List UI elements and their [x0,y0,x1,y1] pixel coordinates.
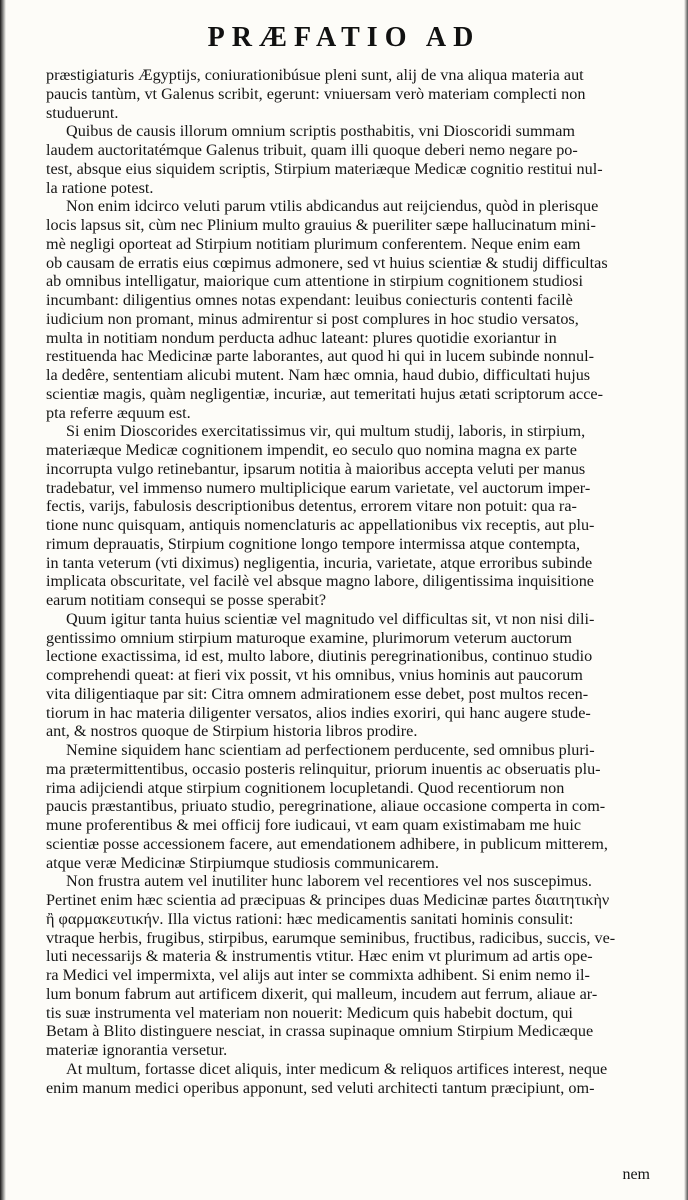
text-line: At multum, fortasse dicet aliquis, inter medicum & reliquos artifices interest, neque [66,1059,608,1078]
text-line: Si enim Dioscorides exercitatissimus vir, qui multum studij, laboris, in stirpium, [66,422,586,441]
text-line: Non enim idcirco veluti parum vtilis abdicandus aut reijciendus, quòd in plerisque [66,197,599,216]
text-line: Quibus de causis illorum omnium scriptis posthabitis, vni Dioscoridi summam [66,122,575,141]
text-line: Pertinet enim hæc scientia ad præcipuas & principes duas Medicinæ partes διαιτητικὴν [46,891,610,909]
text-line: incorrupta vulgo retinebantur, ipsarum notitia à maioribus accepta veluti per manus [46,459,586,478]
text-line: Nemine siquidem hanc scientiam ad perfectionem perducente, sed omnibus pluri- [66,741,595,759]
text-line: luti necessarijs & materia & instrumentis vtitur. Hæc enim vt plurimum ad artis ope- [46,947,593,966]
text-line: mune proferentibus & mei officij fore iudicaui, vt eam quam existimabam me huic [46,816,582,834]
text-line: la dedêre, sententiam alicubi mutent. Nam hæc omnia, haud dubio, difficultati hujus [46,366,591,384]
text-line: ab omnibus intelligatur, maiorique cum attentione in stirpium cognitionem studiosi [46,272,584,291]
text-line: Quum igitur tanta huius scientiæ vel magnitudo vel difficultas sit, vt non nisi dili- [66,609,595,628]
text-line: earum notitiam consequi se posse sperabit? [46,591,327,609]
text-line: mè negligi oporteat ad Stirpium notitiam plurimum conferentem. Neque enim eam [46,234,581,253]
text-line: vtraque herbis, frugibus, stirpibus, earumque seminibus, fructibus, radicibus, succis, ve- [46,928,616,947]
text-line: locis lapsus sit, cùm nec Plinium multo grauius & pueriliter sæpe hallucinatum mini- [46,216,596,234]
text-line: scientiæ posse accessionem facere, aut emendationem adhibere, in publicum mitterem, [46,834,608,853]
text-line: paucis tantùm, vt Galenus scribit, egerunt: vniuersam verò materiam complecti non [46,84,586,103]
text-line: ma prætermittentibus, occasio posteris relinquitur, priorum inuentis ac obseruatis plu- [46,759,601,778]
text-line: materiæque Medicæ cognitionem impendit, eo seculo quo nomina magna ex parte [46,441,577,459]
text-line: tradebatur, vel immenso numero multiplicique earum varietate, vel auctorum imper- [46,478,591,497]
text-line: præstigiaturis Ægyptijs, coniurationibúsue pleni sunt, alij de vna aliqua materia aut [46,66,584,84]
text-line: in tanta veterum (vti diximus) negligentia, incuria, varietate, atque erroribus subinde [46,553,593,572]
text-line: tiorum in hac materia diligenter versatos, alios indies exoriri, qui hanc augere stude- [46,703,591,722]
text-line: Betam à Blito distinguere nesciat, in crassa supinaque omnium Stirpium Medicæque [46,1022,594,1041]
text-line: rimum deprauatis, Stirpium cognitione longo tempore intermissa atque contempta, [46,534,581,553]
text-line: Non frustra autem vel inutiliter hunc laborem vel recentiores vel nos suscepimus. [66,872,592,891]
scan-left-edge [0,0,6,1200]
text-line: ἢ φαρμακευτικήν. Illa victus rationi: hæc medicamentis sanitati hominis consulit: [46,909,574,928]
text-line: vita diligentiaque par sit: Citra omnem admirationem esse debet, post multos recen- [46,684,589,703]
text-line: fectis, varijs, fabulosis descriptionibus detentus, errorem vitare non potuit: qua ra- [46,497,577,516]
text-line: rima adijciendi atque stirpium cognitionem locupletandi. Quod recentiorum non [46,778,565,797]
catchword: nem [622,1166,650,1183]
text-line: la ratione potest. [46,178,154,197]
text-line: test, absque eius siquidem scriptis, Stirpium materiæque Medicæ cognitio restitui nul- [46,159,603,178]
text-line: enim manum medici operibus apponunt, sed veluti architecti tantum præcipiunt, om- [46,1078,595,1097]
text-line: tione nunc quisquam, antiquis nomenclaturis ac appellationibus vix receptis, aut plu- [46,516,595,534]
text-line: lum bonum fabrum aut artificem dixerit, qui malleum, incudem aut ferrum, aliaue ar- [46,984,598,1003]
text-line: restituenda hac Medicinæ parte laborantes, aut quod hi qui in lucem subinde nonnul- [46,347,594,366]
text-line: pta referre æquum est. [46,403,191,422]
text-line: ra Medici vel impermixta, vel alijs aut inter se commixta adhibent. Si enim nemo il- [46,966,590,984]
text-line: laudem auctoritatémque Galenus tribuit, quam illi quoque deberi nemo negare po- [46,141,578,159]
text-line: materiæ ignorantia versetur. [46,1041,228,1059]
text-line: studuerunt. [46,103,119,122]
text-line: ob causam de erratis eius cœpimus admonere, sed vt huius scientiæ & studij difficultas [46,253,608,272]
text-line: tis suæ instrumenta vel materiam non nouerit: Medicum quis habebit doctum, qui [46,1003,573,1022]
running-title: PRÆFATIO AD [207,22,481,53]
text-line: comprehendi queat: at fieri vix possit, vt his omnibus, vnius hominis aut paucorum [46,666,583,684]
text-line: implicata obscuritate, vel facilè vel absque magno labore, diligentissima inquisitione [46,572,594,591]
text-line: iudicium non promant, minus admirentur si post complures in hoc studio versatos, [46,309,579,328]
body-text [46,66,656,1097]
text-line: ant, & nostros quoque de Stirpium historia libros prodire. [46,722,418,741]
text-line: scientiæ magis, quàm negligentiæ, incuriæ, aut temeritati hujus ætati scriptorum acce- [46,384,603,403]
text-line: lectione exactissima, id est, multo labore, diutinis peregrinationibus, continuo studio [46,647,593,666]
text-line: multa in notitiam nondum perducta adhuc lateant: plures quotidie exoriantur in [46,328,557,347]
text-line: paucis præstantibus, priuato studio, peregrinatione, aliaue occasione comperta in com- [46,797,606,816]
text-line: gentissimo omnium stirpium maturoque examine, plurimorum veterum auctorum [46,628,572,647]
text-line: atque veræ Medicinæ Stirpiumque studiosis communicarem. [46,853,439,872]
scan-right-edge [684,0,688,1200]
text-line: incumbant: diligentius omnes notas expendant: leuibus coniecturis contenti facilè [46,291,573,309]
